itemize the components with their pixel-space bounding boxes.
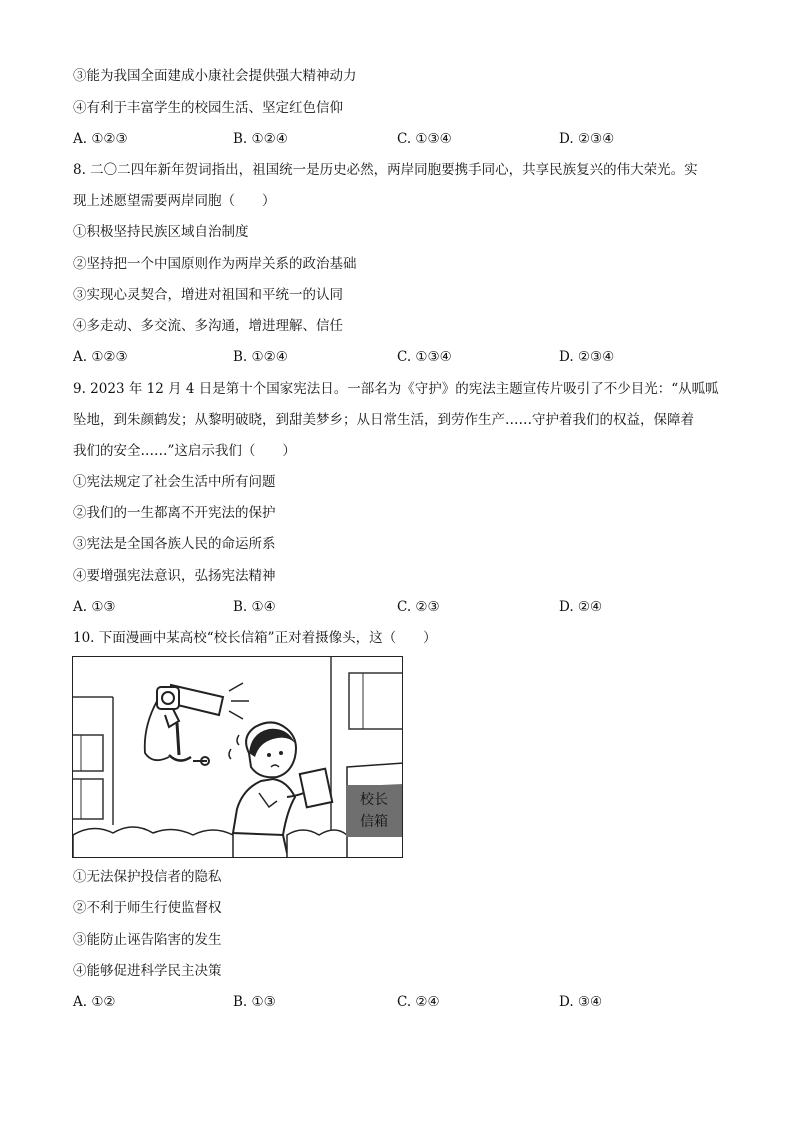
q7-option-a: A. ①②③ (73, 131, 128, 147)
q7-item-3: ③能为我国全面建成小康社会提供强大精神动力 (73, 68, 357, 84)
q7-item-4: ④有利于丰富学生的校园生活、坚定红色信仰 (73, 100, 343, 116)
camera-icon (145, 683, 249, 765)
q7-option-b: B. ①②④ (233, 131, 288, 147)
q10-option-b: B. ①③ (233, 994, 276, 1010)
left-window-lower (73, 779, 103, 819)
q10-item-4: ④能够促进科学民主决策 (73, 963, 222, 979)
q10-option-d: D. ③④ (559, 994, 603, 1010)
q7-option-d: D. ②③④ (559, 131, 615, 147)
q10-option-a: A. ①② (73, 994, 116, 1010)
q9-option-d: D. ②④ (559, 599, 603, 615)
right-window (349, 673, 403, 729)
mailbox-label-line-1: 校长 (360, 792, 388, 808)
q8-item-1: ①积极坚持民族区域自治制度 (73, 224, 249, 240)
q10-item-1: ①无法保护投信者的隐私 (73, 869, 222, 885)
q10-stem: 10. 下面漫画中某高校“校长信箱”正对着摄像头，这（ ） (73, 630, 437, 646)
q7-option-c: C. ①③④ (397, 131, 452, 147)
left-window-upper (73, 735, 103, 771)
q10-option-c: C. ②④ (397, 994, 440, 1010)
q9-option-b: B. ①④ (233, 599, 276, 615)
q9-option-a: A. ①③ (73, 599, 116, 615)
q8-option-b: B. ①②④ (233, 349, 288, 365)
q8-option-a: A. ①②③ (73, 349, 128, 365)
mailbox-label-line-2: 信箱 (360, 814, 388, 830)
q9-item-3: ③宪法是全国各族人民的命运所系 (73, 536, 276, 552)
q9-stem-line-2: 坠地，到朱颜鹤发；从黎明破晓，到甜美梦乡；从日常生活，到劳作生产……守护着我们的权益，保障着 (73, 412, 694, 428)
q8-option-d: D. ②③④ (559, 349, 615, 365)
q8-item-2: ②坚持把一个中国原则作为两岸关系的政治基础 (73, 256, 357, 272)
mailbox-icon (347, 763, 403, 787)
q9-stem-line-3: 我们的安全……”这启示我们（ ） (73, 443, 296, 459)
letter-icon (300, 769, 333, 808)
q10-item-3: ③能防止诬告陷害的发生 (73, 932, 222, 948)
q8-item-4: ④多走动、多交流、多沟通，增进理解、信任 (73, 318, 343, 334)
q10-item-2: ②不利于师生行使监督权 (73, 900, 222, 916)
q9-item-4: ④要增强宪法意识，弘扬宪法精神 (73, 568, 276, 584)
q9-option-c: C. ②③ (397, 599, 440, 615)
q9-item-1: ①宪法规定了社会生活中所有问题 (73, 474, 276, 490)
q8-option-c: C. ①③④ (397, 349, 452, 365)
q9-stem-line-1: 9. 2023 年 12 月 4 日是第十个国家宪法日。一部名为《守护》的宪法主题宣传片吸引了不少目光：“从呱呱 (73, 381, 719, 397)
mailbox-label (346, 785, 402, 837)
q8-stem-line-2: 现上述愿望需要两岸同胞（ ） (73, 193, 276, 209)
q8-item-3: ③实现心灵契合，增进对祖国和平统一的认同 (73, 287, 343, 303)
q9-item-2: ②我们的一生都离不开宪法的保护 (73, 505, 276, 521)
q8-stem-line-1: 8. 二〇二四年新年贺词指出，祖国统一是历史必然，两岸同胞要携手同心，共享民族复兴的伟大荣光。实 (73, 162, 698, 178)
